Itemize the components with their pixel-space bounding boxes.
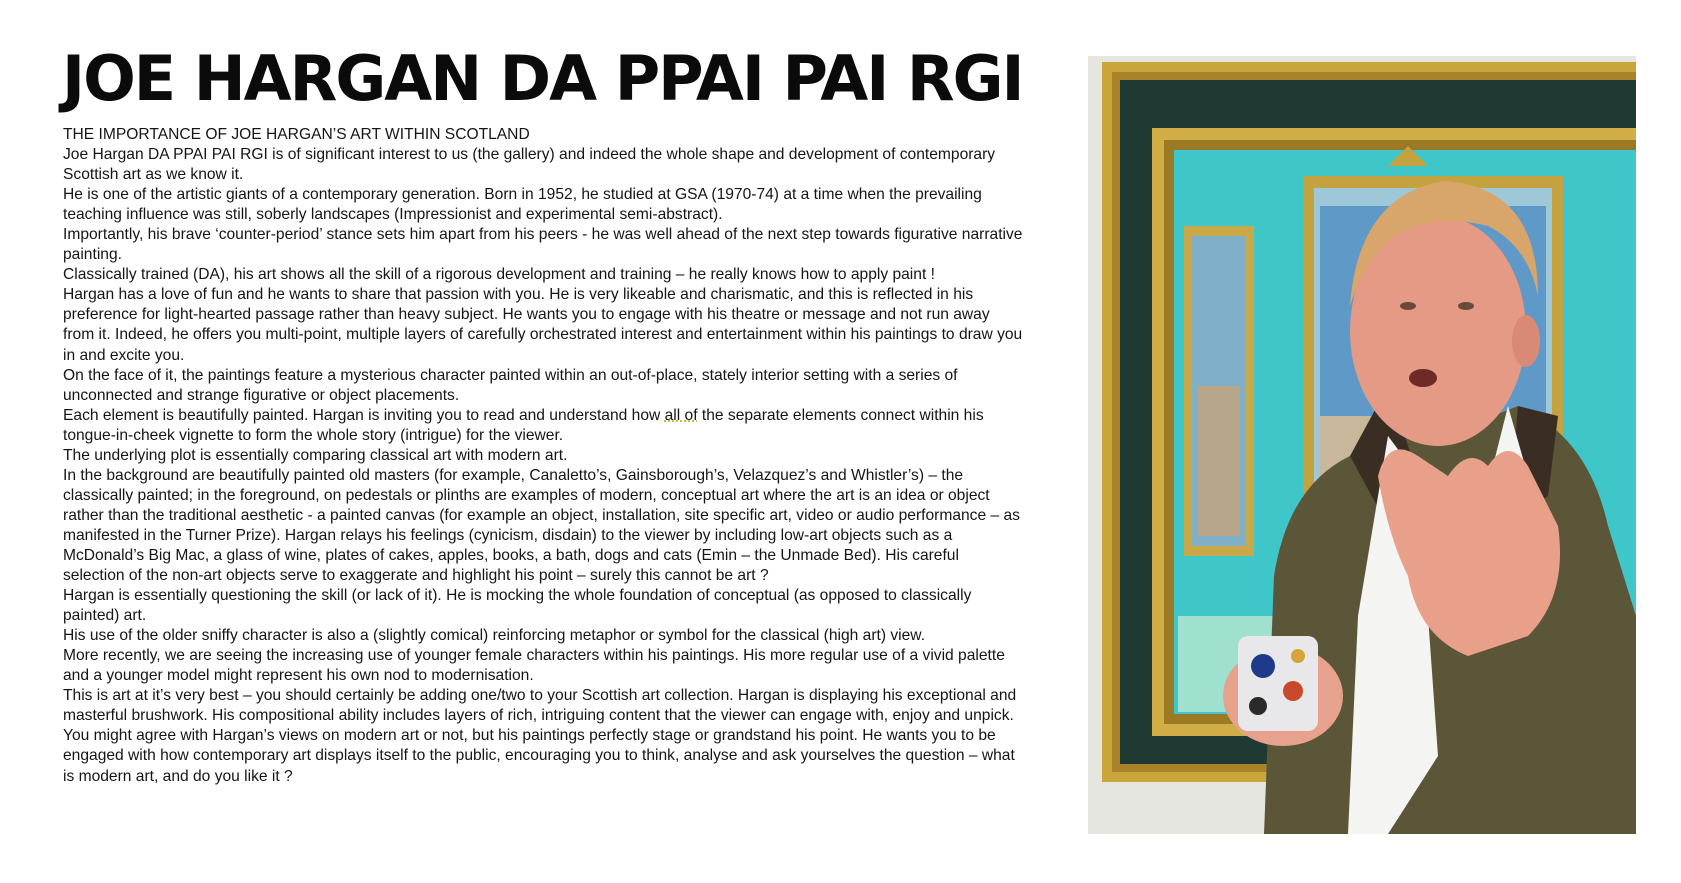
paragraph: On the face of it, the paintings feature a mysterious character painted within an out-of-place, stately interior setting with a series of unconnected and strange figurative or object placements. [63, 366, 958, 404]
paragraph: Importantly, his brave ‘counter-period’ stance sets him apart from his peers - he was well ahead of the next step towards figurative narrative painting. [63, 226, 1023, 264]
page-title: JOE HARGAN DA PPAI PAI RGI [62, 42, 1023, 115]
mug [1238, 636, 1318, 731]
paragraph: In the background are beautifully painted old masters (for example, Canaletto’s, Gainsborough’s, Velazquez’s and Whistler’s) – the classically painted; in the foreground, on pedestals or plinths are examples of modern, conceptual art where the art is an idea or object rather than the traditional aesthetic - a painted canvas (for example an object, installation, site specific art, video or audio performance – as manifested in the Turner Prize). Hargan relays his feelings (cynicism, disdain) to the viewer by including low-art objects such as a McDonald’s Big Mac, a glass of wine, plates of cakes, apples, books, a bath, dogs and cats (Emin – the Unmade Bed). His careful selection of the non-art objects serve to exaggerate and highlight his point – surely this cannot be art ? [63, 466, 1020, 585]
paragraph-part: the separate elements connect within his tongue-in-cheek vignette to form the whole story (intrigue) for the viewer. [63, 406, 984, 444]
artist-photo [1088, 56, 1636, 834]
paragraph: The underlying plot is essentially comparing classical art with modern art. [63, 446, 568, 464]
spellcheck-underlined-text: all of [664, 406, 698, 424]
paragraph-part: Each element is beautifully painted. Hargan is inviting you to read and understand how [63, 406, 665, 424]
paragraph: Joe Hargan DA PPAI PAI RGI is of significant interest to us (the gallery) and indeed the whole shape and development of contemporary Scottish art as we know it. [63, 146, 996, 184]
paragraph: Classically trained (DA), his art shows all the skill of a rigorous development and training – he really knows how to apply paint ! [63, 266, 935, 284]
article-heading: THE IMPORTANCE OF JOE HARGAN’S ART WITHIN SCOTLAND [63, 126, 530, 143]
paragraph: More recently, we are seeing the increasing use of younger female characters within his paintings. His more regular use of a vivid palette and a younger model might represent his own nod to modernisation. [63, 647, 1005, 685]
paragraph: His use of the older sniffy character is also a (slightly comical) reinforcing metaphor or symbol for the classical (high art) view. [63, 627, 926, 645]
paragraph: You might agree with Hargan’s views on modern art or not, but his paintings perfectly stage or grandstand his point. He wants you to be engaged with how contemporary art displays itself to the public, encouraging you to think, analyse and ask yourselves the question – what is modern art, and do you like it ? [63, 727, 1015, 785]
paragraph: He is one of the artistic giants of a contemporary generation. Born in 1952, he studied at GSA (1970-74) at a time when the prevailing teaching influence was still, soberly landscapes (Impressionist and experimental semi-abstract). [63, 186, 982, 224]
paragraph [63, 406, 1023, 446]
article-body [63, 125, 1023, 787]
artist-photo-illustration [1088, 56, 1636, 834]
paragraph: Hargan has a love of fun and he wants to share that passion with you. He is very likeable and charismatic, and this is reflected in his preference for light-hearted passage rather than heavy subject. He wants you to engage with his theatre or message and not run away from it. Indeed, he offers you multi-point, multiple layers of carefully orchestrated interest and entertainment within his paintings to draw you in and excite you. [63, 286, 1023, 364]
paragraph: Hargan is essentially questioning the skill (or lack of it). He is mocking the whole foundation of conceptual (as opposed to classically painted) art. [63, 587, 972, 625]
paragraph: This is art at it’s very best – you should certainly be adding one/two to your Scottish art collection. Hargan is displaying his exceptional and masterful brushwork. His compositional ability includes layers of rich, intriguing content that the viewer can engage with, enjoy and unpick. [63, 687, 1017, 725]
